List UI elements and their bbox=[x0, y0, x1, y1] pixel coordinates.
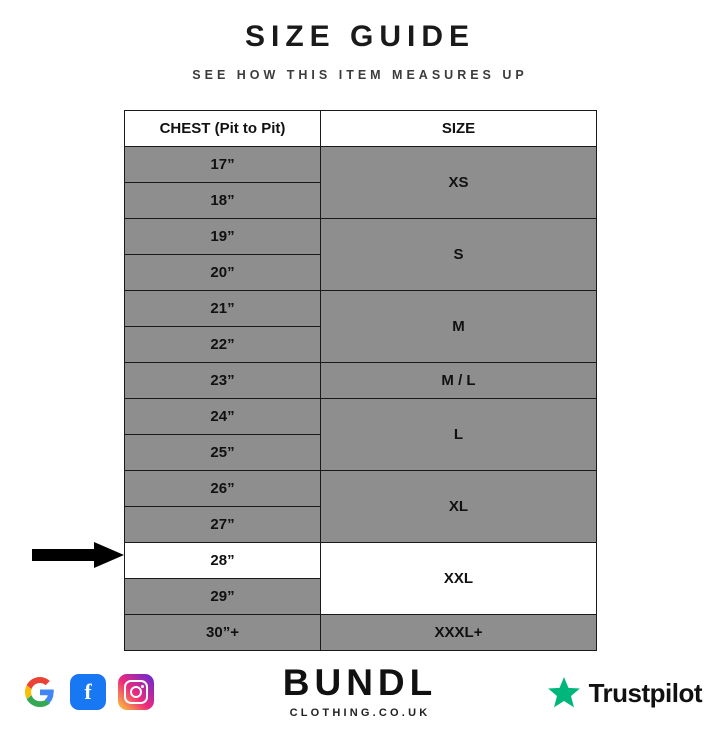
brand-logo bbox=[283, 664, 437, 719]
size-cell: L bbox=[321, 399, 597, 471]
table-row bbox=[125, 363, 597, 399]
chest-cell: 23” bbox=[125, 363, 321, 399]
chest-cell: 17” bbox=[125, 147, 321, 183]
facebook-f-glyph: f bbox=[84, 679, 92, 704]
table-header-row bbox=[125, 111, 597, 147]
size-cell: M bbox=[321, 291, 597, 363]
chest-cell: 21” bbox=[125, 291, 321, 327]
chest-cell: 19” bbox=[125, 219, 321, 255]
footer bbox=[0, 652, 720, 740]
google-g-glyph bbox=[25, 677, 55, 707]
chest-cell: 30”+ bbox=[125, 615, 321, 651]
table-row bbox=[125, 219, 597, 255]
instagram-icon[interactable] bbox=[118, 674, 154, 710]
size-guide-page bbox=[0, 20, 720, 740]
size-cell: M / L bbox=[321, 363, 597, 399]
trustpilot-star-icon bbox=[547, 676, 581, 710]
chest-cell: 25” bbox=[125, 435, 321, 471]
page-subtitle: SEE HOW THIS ITEM MEASURES UP bbox=[192, 68, 528, 82]
table-row bbox=[125, 615, 597, 651]
brand-website: CLOTHING.CO.UK bbox=[289, 707, 431, 719]
chest-cell: 24” bbox=[125, 399, 321, 435]
social-links bbox=[22, 674, 154, 710]
chest-cell: 18” bbox=[125, 183, 321, 219]
column-header-chest: CHEST (Pit to Pit) bbox=[125, 111, 321, 147]
table-row bbox=[125, 471, 597, 507]
size-cell-selected: XXL bbox=[321, 543, 597, 615]
table-row bbox=[125, 291, 597, 327]
size-cell: XL bbox=[321, 471, 597, 543]
chest-cell: 27” bbox=[125, 507, 321, 543]
facebook-icon[interactable] bbox=[70, 674, 106, 710]
size-table-wrap bbox=[124, 110, 596, 651]
size-cell: S bbox=[321, 219, 597, 291]
column-header-size: SIZE bbox=[321, 111, 597, 147]
brand-name: BUNDL bbox=[282, 662, 438, 703]
google-icon[interactable] bbox=[22, 674, 58, 710]
chest-cell: 20” bbox=[125, 255, 321, 291]
size-cell: XXXL+ bbox=[321, 615, 597, 651]
chest-cell: 22” bbox=[125, 327, 321, 363]
table-row-highlighted bbox=[125, 543, 597, 579]
size-table bbox=[124, 110, 597, 651]
chest-cell: 26” bbox=[125, 471, 321, 507]
chest-cell-selected: 28” bbox=[125, 543, 321, 579]
selected-size-arrow-icon bbox=[32, 540, 124, 570]
chest-cell: 29” bbox=[125, 579, 321, 615]
table-row bbox=[125, 399, 597, 435]
table-row bbox=[125, 147, 597, 183]
trustpilot-logo bbox=[547, 676, 702, 710]
trustpilot-label: Trustpilot bbox=[588, 677, 702, 708]
instagram-camera-glyph bbox=[124, 680, 148, 704]
size-cell: XS bbox=[321, 147, 597, 219]
page-title: SIZE GUIDE bbox=[244, 20, 476, 53]
